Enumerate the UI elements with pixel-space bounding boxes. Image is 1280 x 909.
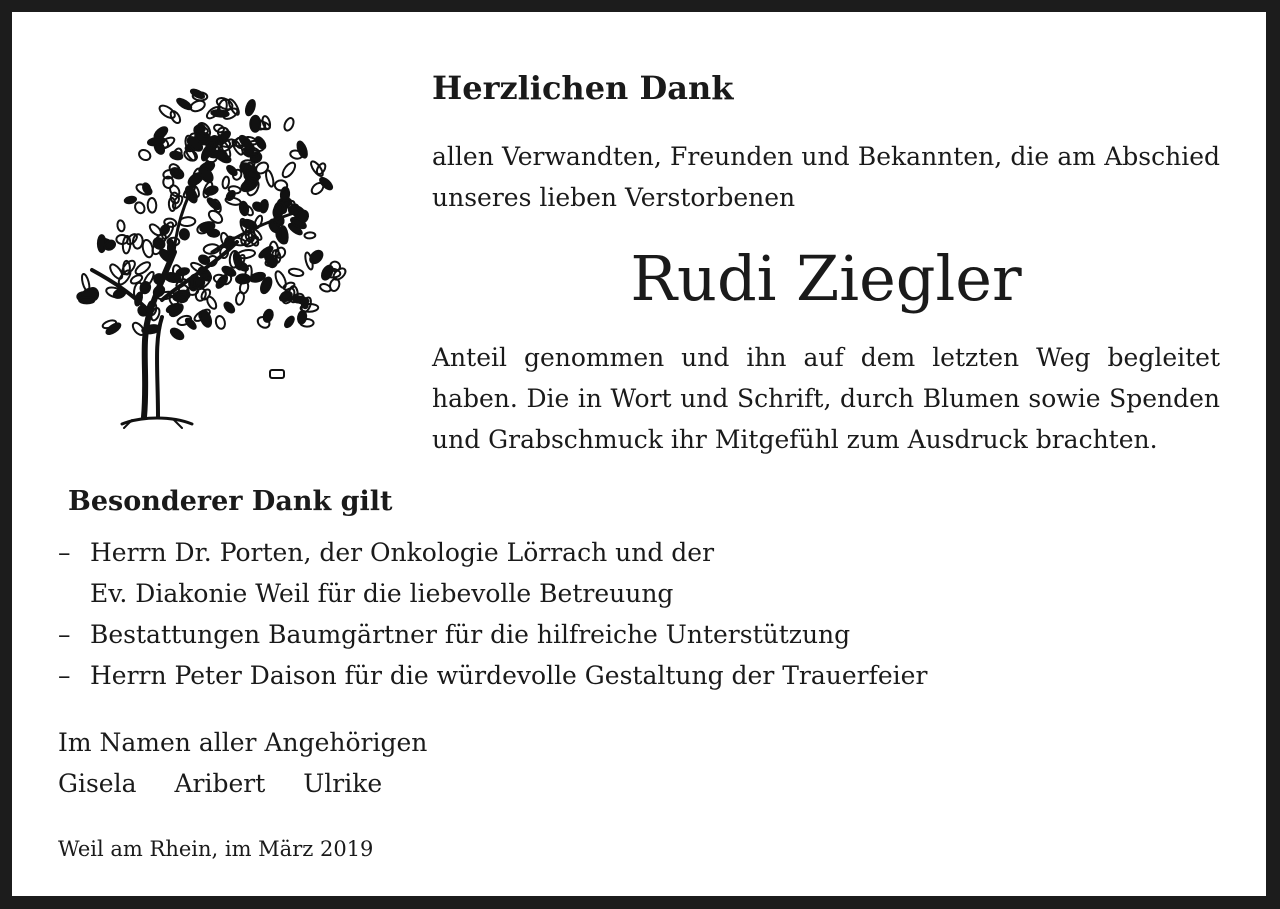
list-item <box>58 532 927 614</box>
list-item-text: Herrn Dr. Porten, der Onkologie Lörrach und der <box>90 538 715 567</box>
tree-icon <box>62 72 382 437</box>
obituary-notice <box>12 12 1266 896</box>
special-thanks-heading: Besonderer Dank gilt <box>68 486 393 517</box>
list-item-text: Bestattungen Baumgärtner für die hilfreiche Unterstützung <box>90 620 851 649</box>
intro-text: allen Verwandten, Freunden und Bekannten, die am Abschied unseres lieben Verstorbenen <box>432 142 1220 212</box>
list-item-text: Ev. Diakonie Weil für die liebevolle Betreuung <box>90 579 674 608</box>
signer-name: Aribert <box>174 769 266 798</box>
dash-marker: – <box>58 620 71 649</box>
signer-name: Gisela <box>58 769 137 798</box>
closing-block <box>58 722 427 804</box>
signers <box>58 763 427 804</box>
closing-line: Im Namen aller Angehörigen <box>58 728 428 757</box>
dash-marker: – <box>58 661 71 690</box>
list-item <box>58 614 927 655</box>
special-thanks-list <box>58 532 927 696</box>
list-item-text: Herrn Peter Daison für die würdevolle Gestaltung der Trauerfeier <box>90 661 928 690</box>
body-text: Anteil genommen und ihn auf dem letzten Weg begleitet haben. Die in Wort und Schrift, durch Blumen sowie Spenden und Grabschmuck ihr Mitgefühl zum Ausdruck brachten. <box>432 343 1220 454</box>
place-date: Weil am Rhein, im März 2019 <box>58 837 374 861</box>
list-item <box>58 655 927 696</box>
signer-name: Ulrike <box>303 769 383 798</box>
dash-marker: – <box>58 538 71 567</box>
notice-heading: Herzlichen Dank <box>432 69 734 107</box>
deceased-name: Rudi Ziegler <box>630 242 1022 315</box>
